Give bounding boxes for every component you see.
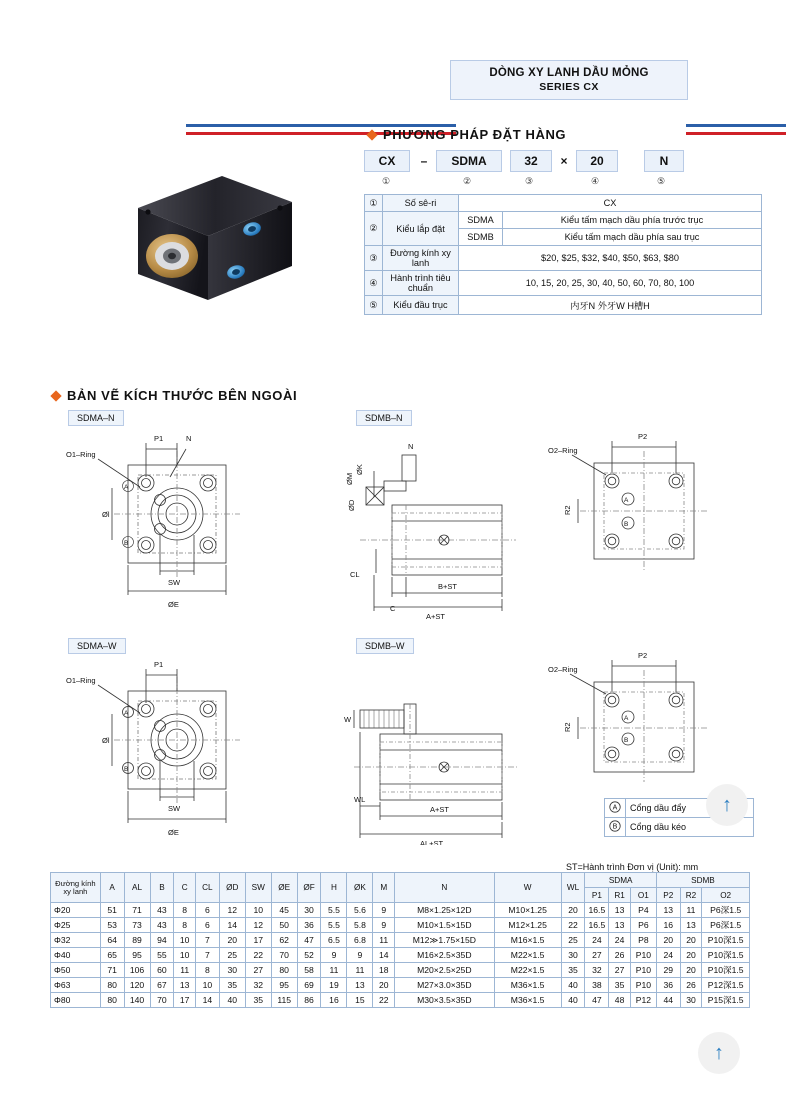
cell-p1: 16.5 <box>585 918 609 933</box>
col-header-oe: ØE <box>271 873 297 903</box>
header-rule-right-red <box>686 132 786 135</box>
spec-value: Kiểu tấm mạch dầu phía trước trục <box>503 212 762 229</box>
cell-o2: P10深1.5 <box>702 948 750 963</box>
cell-p1: 38 <box>585 978 609 993</box>
cell-p1: 27 <box>585 948 609 963</box>
ordering-code-indices <box>364 176 694 190</box>
cell-r1: 35 <box>609 978 631 993</box>
cell-w: M12×1.25 <box>494 918 561 933</box>
cell-cl: 10 <box>195 978 219 993</box>
spec-value: 10, 15, 20, 25, 30, 40, 50, 60, 70, 80, 100 <box>459 271 762 296</box>
cell-n: M27×3.0×35D <box>395 978 495 993</box>
table-row <box>51 903 750 918</box>
table-row <box>365 195 762 212</box>
cell-ok: 5.8 <box>347 918 373 933</box>
cell-sw: 12 <box>245 918 271 933</box>
cell-a: 65 <box>100 948 124 963</box>
cell-r2: 11 <box>680 903 702 918</box>
table-row <box>365 212 762 229</box>
callout-a: A <box>624 715 629 722</box>
cell-ok: 15 <box>347 993 373 1008</box>
cell-p2: 13 <box>656 903 680 918</box>
cell-od: 14 <box>219 918 245 933</box>
cell-wl: 40 <box>561 993 585 1008</box>
cell-b: 60 <box>150 963 174 978</box>
cell-a: 80 <box>100 978 124 993</box>
cell-b: 67 <box>150 978 174 993</box>
cell-o1: P10 <box>630 978 656 993</box>
callout-sw: SW <box>168 804 181 813</box>
cell-od: 20 <box>219 933 245 948</box>
cell-al: 120 <box>124 978 150 993</box>
cell-h: 9 <box>321 948 347 963</box>
spec-label: Hành trình tiêu chuẩn <box>383 271 459 296</box>
table-header-row <box>51 873 750 888</box>
callout-a-st: A+ST <box>426 612 445 620</box>
cell-w: M16×1.5 <box>494 933 561 948</box>
cell-od: 40 <box>219 993 245 1008</box>
cell-c: 10 <box>174 933 196 948</box>
spec-label: Đường kính xy lanh <box>383 246 459 271</box>
cell-n: M8×1.25×12D <box>395 903 495 918</box>
cell-bore: Φ40 <box>51 948 101 963</box>
callout-r2: R2 <box>563 722 572 732</box>
cell-oe: 115 <box>271 993 297 1008</box>
cell-sw: 10 <box>245 903 271 918</box>
circle-b-icon <box>609 820 621 832</box>
cell-of: 52 <box>297 948 321 963</box>
cell-bore: Φ50 <box>51 963 101 978</box>
callout-phi-i: Øl <box>102 736 110 745</box>
spec-index: ④ <box>365 271 383 296</box>
col-header-of: ØF <box>297 873 321 903</box>
cell-bore: Φ63 <box>51 978 101 993</box>
col-header-o2: O2 <box>702 888 750 903</box>
cell-al: 140 <box>124 993 150 1008</box>
callout-a-st: A+ST <box>430 805 449 814</box>
drawing-sdma-n-front-view <box>60 425 310 620</box>
svg-text:A: A <box>612 804 618 812</box>
col-header-p1: P1 <box>585 888 609 903</box>
legend-text-b: Cổng dầu kéo <box>626 818 754 837</box>
cell-p1: 24 <box>585 933 609 948</box>
col-header-r1: R1 <box>609 888 631 903</box>
cell-oe: 95 <box>271 978 297 993</box>
callout-wl: WL <box>354 795 366 804</box>
cell-of: 47 <box>297 933 321 948</box>
code-box-mounting: SDMA <box>436 150 502 172</box>
cell-sw: 35 <box>245 993 271 1008</box>
col-header-h: H <box>321 873 347 903</box>
cell-sw: 27 <box>245 963 271 978</box>
cell-p2: 29 <box>656 963 680 978</box>
drawing-sdmb-n-rear-view <box>548 425 748 610</box>
callout-sw: SW <box>168 578 181 587</box>
callout-p1: P1 <box>154 660 164 669</box>
callout-od: ØD <box>347 499 356 511</box>
cell-r2: 26 <box>680 978 702 993</box>
callout-o1-ring: O1–Ring <box>66 676 96 685</box>
col-header-od: ØD <box>219 873 245 903</box>
cell-r1: 13 <box>609 903 631 918</box>
cell-al: 89 <box>124 933 150 948</box>
cell-bore: Φ20 <box>51 903 101 918</box>
cell-o2: P10深1.5 <box>702 933 750 948</box>
cell-o1: P10 <box>630 963 656 978</box>
table-row <box>365 271 762 296</box>
col-header-b: B <box>150 873 174 903</box>
col-header-ok: ØK <box>347 873 373 903</box>
spec-index: ② <box>365 212 383 246</box>
drawing-sdmb-w-rear-view <box>548 648 748 788</box>
cell-c: 8 <box>174 903 196 918</box>
cell-c: 17 <box>174 993 196 1008</box>
cell-ok: 5.6 <box>347 903 373 918</box>
cell-w: M36×1.5 <box>494 993 561 1008</box>
cell-a: 71 <box>100 963 124 978</box>
spec-value: Kiểu tấm mạch dầu phía sau trục <box>503 229 762 246</box>
spec-label: Kiểu lắp đặt <box>383 212 459 246</box>
cell-wl: 30 <box>561 948 585 963</box>
callout-a: A <box>624 497 629 504</box>
cell-h: 5.5 <box>321 903 347 918</box>
callout-p2: P2 <box>638 651 648 660</box>
code-index-4: ④ <box>591 176 600 186</box>
cell-o1: P6 <box>630 918 656 933</box>
drawing-sdmb-n-section-view <box>340 425 540 620</box>
cell-o2: P6深1.5 <box>702 918 750 933</box>
col-header-wl: WL <box>561 873 585 903</box>
ordering-section-title: PHƯƠNG PHÁP ĐẶT HÀNG <box>383 127 567 142</box>
spec-subcode: SDMA <box>459 212 503 229</box>
drawing-label-sdma-n: SDMA–N <box>68 410 124 426</box>
cell-h: 16 <box>321 993 347 1008</box>
legend-mark-a <box>605 799 626 818</box>
callout-a: A <box>124 710 129 717</box>
cell-m: 9 <box>373 903 395 918</box>
callout-ok: ØK <box>355 464 364 475</box>
col-header-r2: R2 <box>680 888 702 903</box>
table-row <box>51 918 750 933</box>
cell-wl: 20 <box>561 903 585 918</box>
callout-de: ØE <box>168 828 179 837</box>
cell-o2: P6深1.5 <box>702 903 750 918</box>
cell-o2: P10深1.5 <box>702 963 750 978</box>
table-row <box>51 963 750 978</box>
callout-om: ØM <box>345 472 354 485</box>
col-header-w: W <box>494 873 561 903</box>
cell-r2: 20 <box>680 933 702 948</box>
diamond-bullet-icon <box>50 390 61 401</box>
legend-text-a: Cổng dầu đẩy <box>626 799 754 818</box>
code-separator-dash: – <box>420 154 428 168</box>
cell-r2: 20 <box>680 948 702 963</box>
col-group-header-sdmb: SDMB <box>656 873 749 888</box>
cell-n: M12≫1.75×15D <box>395 933 495 948</box>
cell-n: M16×2.5×35D <box>395 948 495 963</box>
header-title-box <box>450 60 688 100</box>
cell-m: 11 <box>373 933 395 948</box>
cell-ok: 6.8 <box>347 933 373 948</box>
cell-h: 5.5 <box>321 918 347 933</box>
dimension-section-title: BẢN VẼ KÍCH THƯỚC BÊN NGOÀI <box>67 388 298 403</box>
cell-sw: 17 <box>245 933 271 948</box>
callout-c: C <box>390 604 396 613</box>
ordering-code-row <box>364 150 694 174</box>
cell-r1: 24 <box>609 933 631 948</box>
circle-a-icon <box>609 801 621 813</box>
cell-o1: P10 <box>630 948 656 963</box>
cell-r2: 20 <box>680 963 702 978</box>
cell-r1: 13 <box>609 918 631 933</box>
cell-c: 8 <box>174 918 196 933</box>
callout-phi-i: Øl <box>102 510 110 519</box>
col-group-header-sdma: SDMA <box>585 873 656 888</box>
cell-a: 53 <box>100 918 124 933</box>
cell-m: 20 <box>373 978 395 993</box>
spec-value: 内牙N 外牙W H槽H <box>459 296 762 315</box>
code-index-3: ③ <box>525 176 534 186</box>
dimension-section-heading <box>52 388 297 403</box>
callout-p2: P2 <box>638 432 648 441</box>
spec-label: Số sê-ri <box>383 195 459 212</box>
stroke-unit-note: ST=Hành trình Đơn vị (Unit): mm <box>566 862 699 872</box>
cell-c: 13 <box>174 978 196 993</box>
cell-of: 86 <box>297 993 321 1008</box>
cell-cl: 7 <box>195 933 219 948</box>
spec-value: $20, $25, $32, $40, $50, $63, $80 <box>459 246 762 271</box>
header-title-line2: SERIES CX <box>539 80 599 93</box>
cell-al: 73 <box>124 918 150 933</box>
cell-h: 6.5 <box>321 933 347 948</box>
spec-value: CX <box>459 195 762 212</box>
callout-p1: P1 <box>154 434 164 443</box>
cell-od: 25 <box>219 948 245 963</box>
cell-r1: 27 <box>609 963 631 978</box>
cell-p2: 20 <box>656 933 680 948</box>
product-photo <box>130 168 300 313</box>
cell-cl: 7 <box>195 948 219 963</box>
table-row <box>51 978 750 993</box>
svg-text:B: B <box>612 823 618 831</box>
cell-b: 43 <box>150 903 174 918</box>
cell-w: M22×1.5 <box>494 963 561 978</box>
cell-ok: 13 <box>347 978 373 993</box>
cell-r1: 48 <box>609 993 631 1008</box>
cell-cl: 8 <box>195 963 219 978</box>
cell-cl: 6 <box>195 903 219 918</box>
drawing-label-sdmb-w: SDMB–W <box>356 638 414 654</box>
callout-b: B <box>624 737 629 744</box>
cell-of: 69 <box>297 978 321 993</box>
cell-h: 19 <box>321 978 347 993</box>
cell-w: M10×1.25 <box>494 903 561 918</box>
cell-wl: 40 <box>561 978 585 993</box>
col-header-m: M <box>373 873 395 903</box>
code-box-rodend: N <box>644 150 684 172</box>
col-header-cl: CL <box>195 873 219 903</box>
cell-sw: 22 <box>245 948 271 963</box>
drawing-label-sdmb-n: SDMB–N <box>356 410 412 426</box>
cell-of: 30 <box>297 903 321 918</box>
spec-index: ⑤ <box>365 296 383 315</box>
cell-r2: 13 <box>680 918 702 933</box>
callout-r2: R2 <box>563 505 572 515</box>
cell-o1: P8 <box>630 933 656 948</box>
callout-a: A <box>124 484 129 491</box>
cell-o2: P15深1.5 <box>702 993 750 1008</box>
code-index-1: ① <box>382 176 391 186</box>
cell-w: M36×1.5 <box>494 978 561 993</box>
callout-b-st: B+ST <box>438 582 457 591</box>
cell-c: 11 <box>174 963 196 978</box>
code-index-2: ② <box>463 176 472 186</box>
col-header-bore: Đường kính xy lanh <box>51 873 101 903</box>
cell-ok: 11 <box>347 963 373 978</box>
cell-wl: 35 <box>561 963 585 978</box>
callout-n: N <box>408 442 414 451</box>
cell-n: M20×2.5×25D <box>395 963 495 978</box>
arrow-up-icon: ↑ <box>714 1041 724 1064</box>
cell-h: 11 <box>321 963 347 978</box>
cell-m: 22 <box>373 993 395 1008</box>
table-row <box>51 933 750 948</box>
cell-o2: P12深1.5 <box>702 978 750 993</box>
cell-w: M22×1.5 <box>494 948 561 963</box>
callout-n: N <box>186 434 192 443</box>
cell-of: 58 <box>297 963 321 978</box>
code-box-series: CX <box>364 150 410 172</box>
col-header-al: AL <box>124 873 150 903</box>
header-rule-right-blue <box>686 124 786 127</box>
cell-oe: 70 <box>271 948 297 963</box>
col-header-sw: SW <box>245 873 271 903</box>
cell-n: M10×1.5×15D <box>395 918 495 933</box>
col-header-a: A <box>100 873 124 903</box>
code-box-stroke: 20 <box>576 150 618 172</box>
drawing-sdmb-w-section-view <box>340 660 540 845</box>
code-box-bore: 32 <box>510 150 552 172</box>
legend-mark-b <box>605 818 626 837</box>
cell-od: 12 <box>219 903 245 918</box>
table-row <box>365 296 762 315</box>
cell-p1: 16.5 <box>585 903 609 918</box>
cell-oe: 45 <box>271 903 297 918</box>
code-index-5: ⑤ <box>657 176 666 186</box>
cell-a: 64 <box>100 933 124 948</box>
callout-o2-ring: O2–Ring <box>548 446 578 455</box>
col-header-n: N <box>395 873 495 903</box>
arrow-up-icon: ↑ <box>722 793 732 816</box>
cell-a: 51 <box>100 903 124 918</box>
cell-od: 35 <box>219 978 245 993</box>
callout-b: B <box>624 521 629 528</box>
scroll-to-top-button[interactable] <box>706 784 748 826</box>
spec-label: Kiểu đầu trục <box>383 296 459 315</box>
cell-a: 80 <box>100 993 124 1008</box>
callout-b: B <box>124 540 129 547</box>
cell-m: 18 <box>373 963 395 978</box>
cell-p1: 47 <box>585 993 609 1008</box>
col-header-p2: P2 <box>656 888 680 903</box>
cell-al: 95 <box>124 948 150 963</box>
callout-o2-ring: O2–Ring <box>548 665 578 674</box>
cell-b: 70 <box>150 993 174 1008</box>
callout-de: ØE <box>168 600 179 609</box>
cell-wl: 22 <box>561 918 585 933</box>
cell-p1: 32 <box>585 963 609 978</box>
dimension-table <box>50 872 750 1008</box>
cell-p2: 24 <box>656 948 680 963</box>
ordering-section-heading <box>368 127 566 142</box>
spec-subcode: SDMB <box>459 229 503 246</box>
cell-bore: Φ32 <box>51 933 101 948</box>
table-row <box>51 993 750 1008</box>
cell-wl: 25 <box>561 933 585 948</box>
cell-c: 10 <box>174 948 196 963</box>
cell-ok: 9 <box>347 948 373 963</box>
spec-index: ① <box>365 195 383 212</box>
cell-o1: P4 <box>630 903 656 918</box>
cell-p2: 36 <box>656 978 680 993</box>
callout-o1-ring: O1–Ring <box>66 450 96 459</box>
cell-p2: 16 <box>656 918 680 933</box>
drawing-sdma-w-front-view <box>60 655 310 845</box>
cell-bore: Φ25 <box>51 918 101 933</box>
table-row <box>365 246 762 271</box>
diamond-bullet-icon <box>366 129 377 140</box>
cell-o1: P12 <box>630 993 656 1008</box>
cell-oe: 62 <box>271 933 297 948</box>
cell-p2: 44 <box>656 993 680 1008</box>
cell-cl: 6 <box>195 918 219 933</box>
cell-oe: 80 <box>271 963 297 978</box>
cell-cl: 14 <box>195 993 219 1008</box>
cell-r2: 30 <box>680 993 702 1008</box>
cell-b: 94 <box>150 933 174 948</box>
ordering-spec-table <box>364 194 762 315</box>
cell-od: 30 <box>219 963 245 978</box>
callout-cl: CL <box>350 570 360 579</box>
cell-of: 36 <box>297 918 321 933</box>
table-row <box>51 948 750 963</box>
scroll-to-top-button-bottom[interactable] <box>698 1032 740 1074</box>
cell-oe: 50 <box>271 918 297 933</box>
cell-n: M30×3.5×35D <box>395 993 495 1008</box>
cell-r1: 26 <box>609 948 631 963</box>
cell-bore: Φ80 <box>51 993 101 1008</box>
cell-b: 43 <box>150 918 174 933</box>
cell-sw: 32 <box>245 978 271 993</box>
cell-b: 55 <box>150 948 174 963</box>
spec-index: ③ <box>365 246 383 271</box>
code-separator-times: × <box>560 154 568 168</box>
cell-al: 71 <box>124 903 150 918</box>
cell-m: 14 <box>373 948 395 963</box>
cell-al: 106 <box>124 963 150 978</box>
callout-b: B <box>124 766 129 773</box>
callout-al-st: AL+ST <box>420 839 444 845</box>
col-header-o1: O1 <box>630 888 656 903</box>
header-title-line1: DÒNG XY LANH DẦU MỎNG <box>489 67 649 80</box>
col-header-c: C <box>174 873 196 903</box>
drawing-label-sdma-w: SDMA–W <box>68 638 126 654</box>
cell-m: 9 <box>373 918 395 933</box>
callout-w: W <box>344 715 352 724</box>
